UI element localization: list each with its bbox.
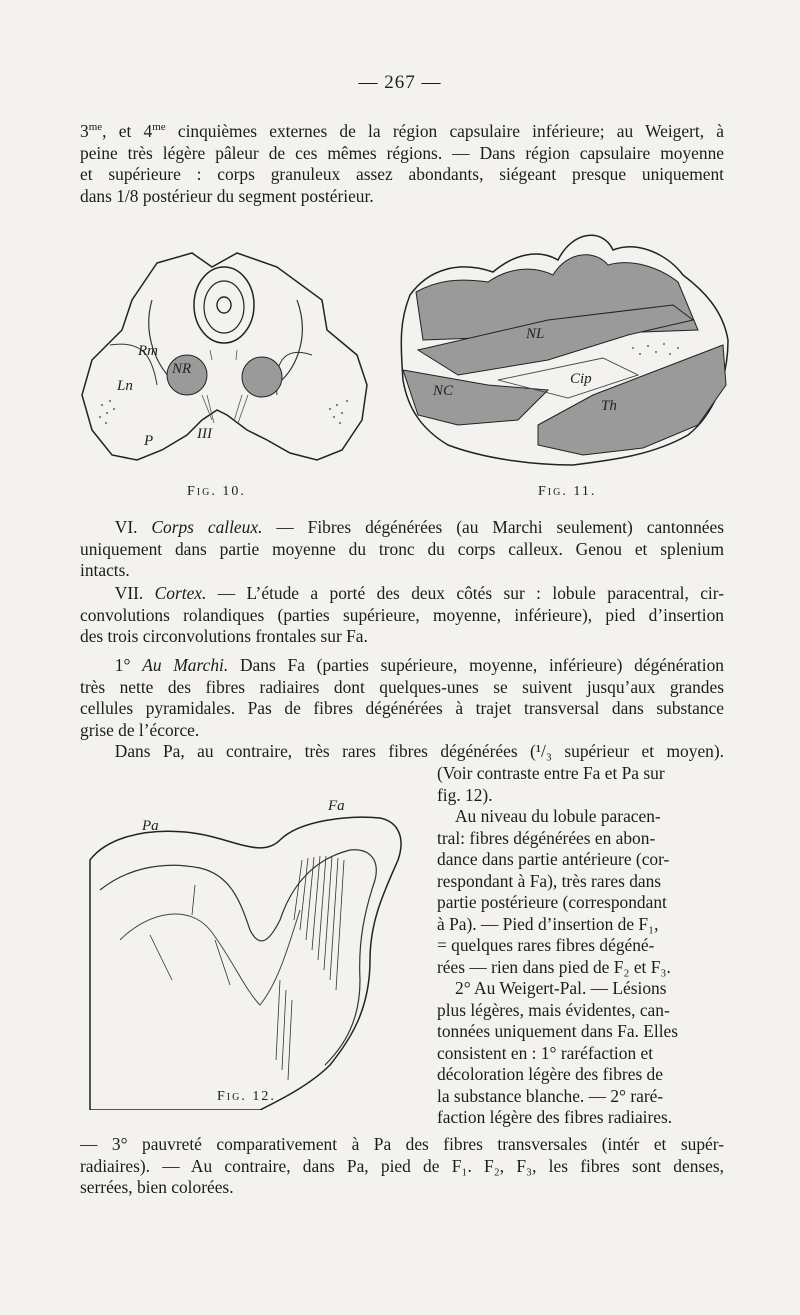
fig10-label-rm: Rm [138,343,158,359]
side-line: rées — rien dans pied de F₂ et F₃. [437,956,671,977]
fig10-label-ln: Ln [117,378,133,394]
figure-12-drawing [80,780,425,1110]
section-title: Corps calleux. [151,517,263,537]
marchi-paragraph [80,655,724,763]
intro-text: cinquièmes externes de la région capsulaire inférieure; au Weigert, à [165,121,724,141]
marchi-line: grise de l’écorce. [80,719,200,740]
intro-text: , et 4 [102,121,153,141]
side-line: à Pa). — Pied d’insertion de F₁, [437,913,659,934]
side-line: respondant à Fa), très rares dans [437,870,662,891]
side-line: 2° Au Weigert-Pal. — Lésions [455,978,667,998]
figure-12-caption: Fig. 12. [217,1089,276,1104]
side-line: tral: fibres dégénérées en abon- [437,827,656,848]
fig11-label-th: Th [601,398,617,414]
side-line: consistent en : 1° raréfaction et [437,1042,654,1063]
fig11-label-nl: NL [526,326,545,342]
page-number: — 267 — [358,72,442,93]
marchi-title: Au Marchi. [142,655,229,675]
marchi-line: très nette des fibres radiaires dont quelques-unes se suivent jusqu’aux grandes [80,676,724,697]
section-line: intacts. [80,560,130,580]
final-line: — 3° pauvreté comparativement à Pa des fibres transversales (intér et supér- [80,1134,724,1154]
section-number: VI. [114,517,152,537]
section-line: convolutions rolandiques (parties supérieure, moyenne, inférieure), pied d’insertion [80,604,724,625]
figure-10-drawing [62,245,382,480]
figure-10-caption: Fig. 10. [187,484,246,499]
section-vi [80,517,724,582]
final-paragraph [80,1134,724,1199]
final-line: serrées, bien colorées. [80,1177,234,1197]
intro-text: 3 [80,121,89,141]
marchi-line: Dans Pa, au contraire, très rares fibres dégénérées (¹/₃ supérieur et moyen). [114,741,724,761]
figure-11-caption: Fig. 11. [538,484,597,499]
side-line: (Voir contraste entre Fa et Pa sur [437,763,665,783]
side-line: faction légère des fibres radiaires. [437,1107,673,1127]
fig12-label-fa: Fa [328,798,345,814]
side-line: la substance blanche. — 2° raré- [437,1085,664,1106]
side-line: décoloration légère des fibres de [437,1064,663,1084]
side-line: plus légères, mais évidentes, can- [437,999,670,1020]
intro-paragraph [80,121,724,207]
intro-superscript: me [88,121,103,134]
section-number: VII. [114,583,155,603]
side-line: = quelques rares fibres dégéné- [437,935,655,955]
intro-fraction: 1/8 [116,185,139,206]
marchi-text: Dans Fa (parties supérieure, moyenne, inférieure) dégénération [228,655,724,675]
side-line: Au niveau du lobule paracen- [455,806,661,826]
intro-text: dans [80,185,117,206]
side-column [437,763,724,1129]
figure-11-drawing [398,220,733,470]
intro-text: postérieur du segment postérieur. [138,185,374,206]
side-line: dance dans partie antérieure (cor- [437,849,670,869]
intro-line: peine très légère pâleur de ces mêmes régions. — Dans région capsulaire moyenne [80,142,724,163]
side-line: partie postérieure (correspondant [437,892,667,912]
section-title: Cortex. [154,583,207,603]
section-line: uniquement dans partie moyenne du tronc du corps calleux. Genou et splenium [80,538,724,559]
side-line: tonnées uniquement dans Fa. Elles [437,1021,679,1041]
final-line: radiaires). — Au contraire, dans Pa, pied de F₁. F₂, F₃, les fibres sont denses, [80,1155,724,1176]
fig10-label-p: P [144,433,154,449]
fig11-label-cip: Cip [570,371,592,387]
side-line: fig. 12). [437,784,493,805]
intro-superscript: me [152,121,166,134]
section-vii [80,583,724,648]
marchi-number: 1° [114,655,143,675]
fig10-label-nr: NR [172,361,192,377]
intro-line: et supérieure : corps granuleux assez abondants, siégeant presque uniquement [80,164,724,184]
fig12-label-pa: Pa [142,818,159,834]
section-text: — Fibres dégénérées (au Marchi seulement) cantonnées [262,517,724,537]
fig11-label-nc: NC [433,383,454,399]
section-line: des trois circonvolutions frontales sur Fa. [80,626,368,646]
marchi-line: cellules pyramidales. Pas de fibres dégénérées à trajet transversal dans substance [80,698,724,718]
section-text: — L’étude a porté des deux côtés sur : lobule paracentral, cir- [206,583,724,603]
fig10-label-iii: III [197,426,212,442]
